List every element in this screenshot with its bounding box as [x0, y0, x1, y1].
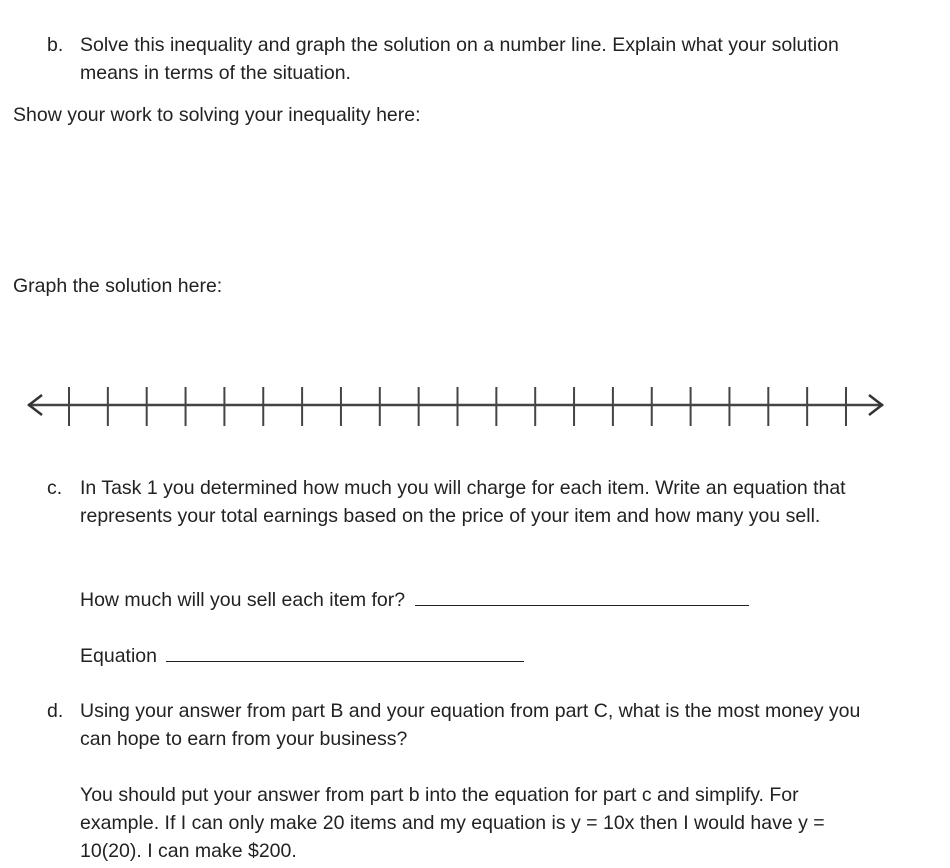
graph-prompt: Graph the solution here: — [13, 275, 223, 297]
part-d-text: Using your answer from part B and your equation from part C, what is the most money you can hope to earn from your business? — [80, 700, 861, 750]
work-prompt: Show your work to solving your inequality here: — [13, 104, 421, 126]
price-question: How much will you sell each item for? — [80, 589, 406, 611]
part-d-label: d. — [47, 700, 64, 722]
part-d — [47, 697, 877, 865]
price-question-row — [80, 586, 749, 614]
part-d-instructions: You should put your answer from part b into the equation for part c and simplify. For example. If I can only make 20 items and my equation is y = 10x then I would have y = 10(20). I can make $200. — [80, 784, 825, 862]
equation-answer-blank[interactable] — [166, 643, 524, 662]
part-c-label: c. — [47, 477, 63, 499]
part-c — [47, 474, 877, 530]
part-b-label: b. — [47, 34, 64, 56]
equation-label: Equation — [80, 645, 157, 667]
part-c-text: In Task 1 you determined how much you will charge for each item. Write an equation that represents your total earnings based on the price of your item and how many you sell. — [80, 477, 846, 527]
equation-row — [80, 642, 524, 670]
part-b-text: Solve this inequality and graph the solution on a number line. Explain what your solution means in terms of the situation. — [80, 34, 839, 84]
price-answer-blank[interactable] — [415, 587, 749, 606]
